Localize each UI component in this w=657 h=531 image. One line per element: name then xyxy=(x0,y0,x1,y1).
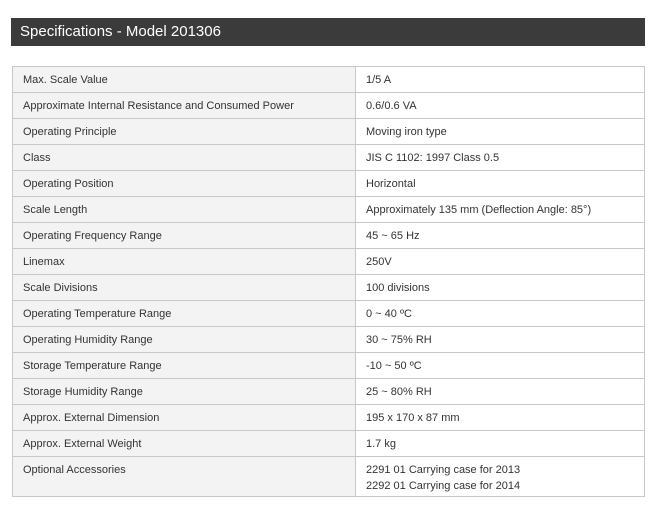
spec-label: Operating Temperature Range xyxy=(13,301,356,327)
spec-label: Operating Humidity Range xyxy=(13,327,356,353)
table-row xyxy=(13,457,645,497)
spec-value: Approximately 135 mm (Deflection Angle: 85°) xyxy=(356,197,645,223)
spec-value: 45 ~ 65 Hz xyxy=(356,223,645,249)
spec-value: 30 ~ 75% RH xyxy=(356,327,645,353)
spec-label: Operating Position xyxy=(13,171,356,197)
table-row xyxy=(13,379,645,405)
spec-value: 100 divisions xyxy=(356,275,645,301)
spec-value: 250V xyxy=(356,249,645,275)
spec-label: Operating Principle xyxy=(13,119,356,145)
spec-value: Horizontal xyxy=(356,171,645,197)
spec-label: Storage Humidity Range xyxy=(13,379,356,405)
spec-value: 1.7 kg xyxy=(356,431,645,457)
table-row xyxy=(13,145,645,171)
table-row xyxy=(13,327,645,353)
spec-label: Approx. External Weight xyxy=(13,431,356,457)
spec-value: 0.6/0.6 VA xyxy=(356,93,645,119)
spec-value: 1/5 A xyxy=(356,67,645,93)
table-row xyxy=(13,171,645,197)
table-row xyxy=(13,353,645,379)
table-row xyxy=(13,275,645,301)
spec-value: JIS C 1102: 1997 Class 0.5 xyxy=(356,145,645,171)
spec-label: Scale Divisions xyxy=(13,275,356,301)
spec-label: Optional Accessories xyxy=(13,457,356,497)
table-row xyxy=(13,431,645,457)
table-row xyxy=(13,223,645,249)
spec-label: Max. Scale Value xyxy=(13,67,356,93)
spec-value: -10 ~ 50 ºC xyxy=(356,353,645,379)
spec-value xyxy=(356,457,645,497)
specifications-table xyxy=(12,66,645,497)
table-row xyxy=(13,67,645,93)
accessory-line: 2292 01 Carrying case for 2014 xyxy=(366,480,521,492)
table-row xyxy=(13,301,645,327)
table-row xyxy=(13,93,645,119)
spec-value: 0 ~ 40 ºC xyxy=(356,301,645,327)
table-row xyxy=(13,249,645,275)
spec-label: Approximate Internal Resistance and Consumed Power xyxy=(13,93,356,119)
spec-value: 25 ~ 80% RH xyxy=(356,379,645,405)
table-row xyxy=(13,405,645,431)
page-title: Specifications - Model 201306 xyxy=(20,23,221,40)
spec-label: Approx. External Dimension xyxy=(13,405,356,431)
specifications-header xyxy=(11,18,645,46)
accessory-line: 2291 01 Carrying case for 2013 xyxy=(366,464,521,476)
spec-label: Class xyxy=(13,145,356,171)
table-row xyxy=(13,119,645,145)
spec-label: Storage Temperature Range xyxy=(13,353,356,379)
spec-label: Operating Frequency Range xyxy=(13,223,356,249)
spec-value: Moving iron type xyxy=(356,119,645,145)
spec-label: Linemax xyxy=(13,249,356,275)
spec-label: Scale Length xyxy=(13,197,356,223)
table-row xyxy=(13,197,645,223)
spec-value: 195 x 170 x 87 mm xyxy=(356,405,645,431)
